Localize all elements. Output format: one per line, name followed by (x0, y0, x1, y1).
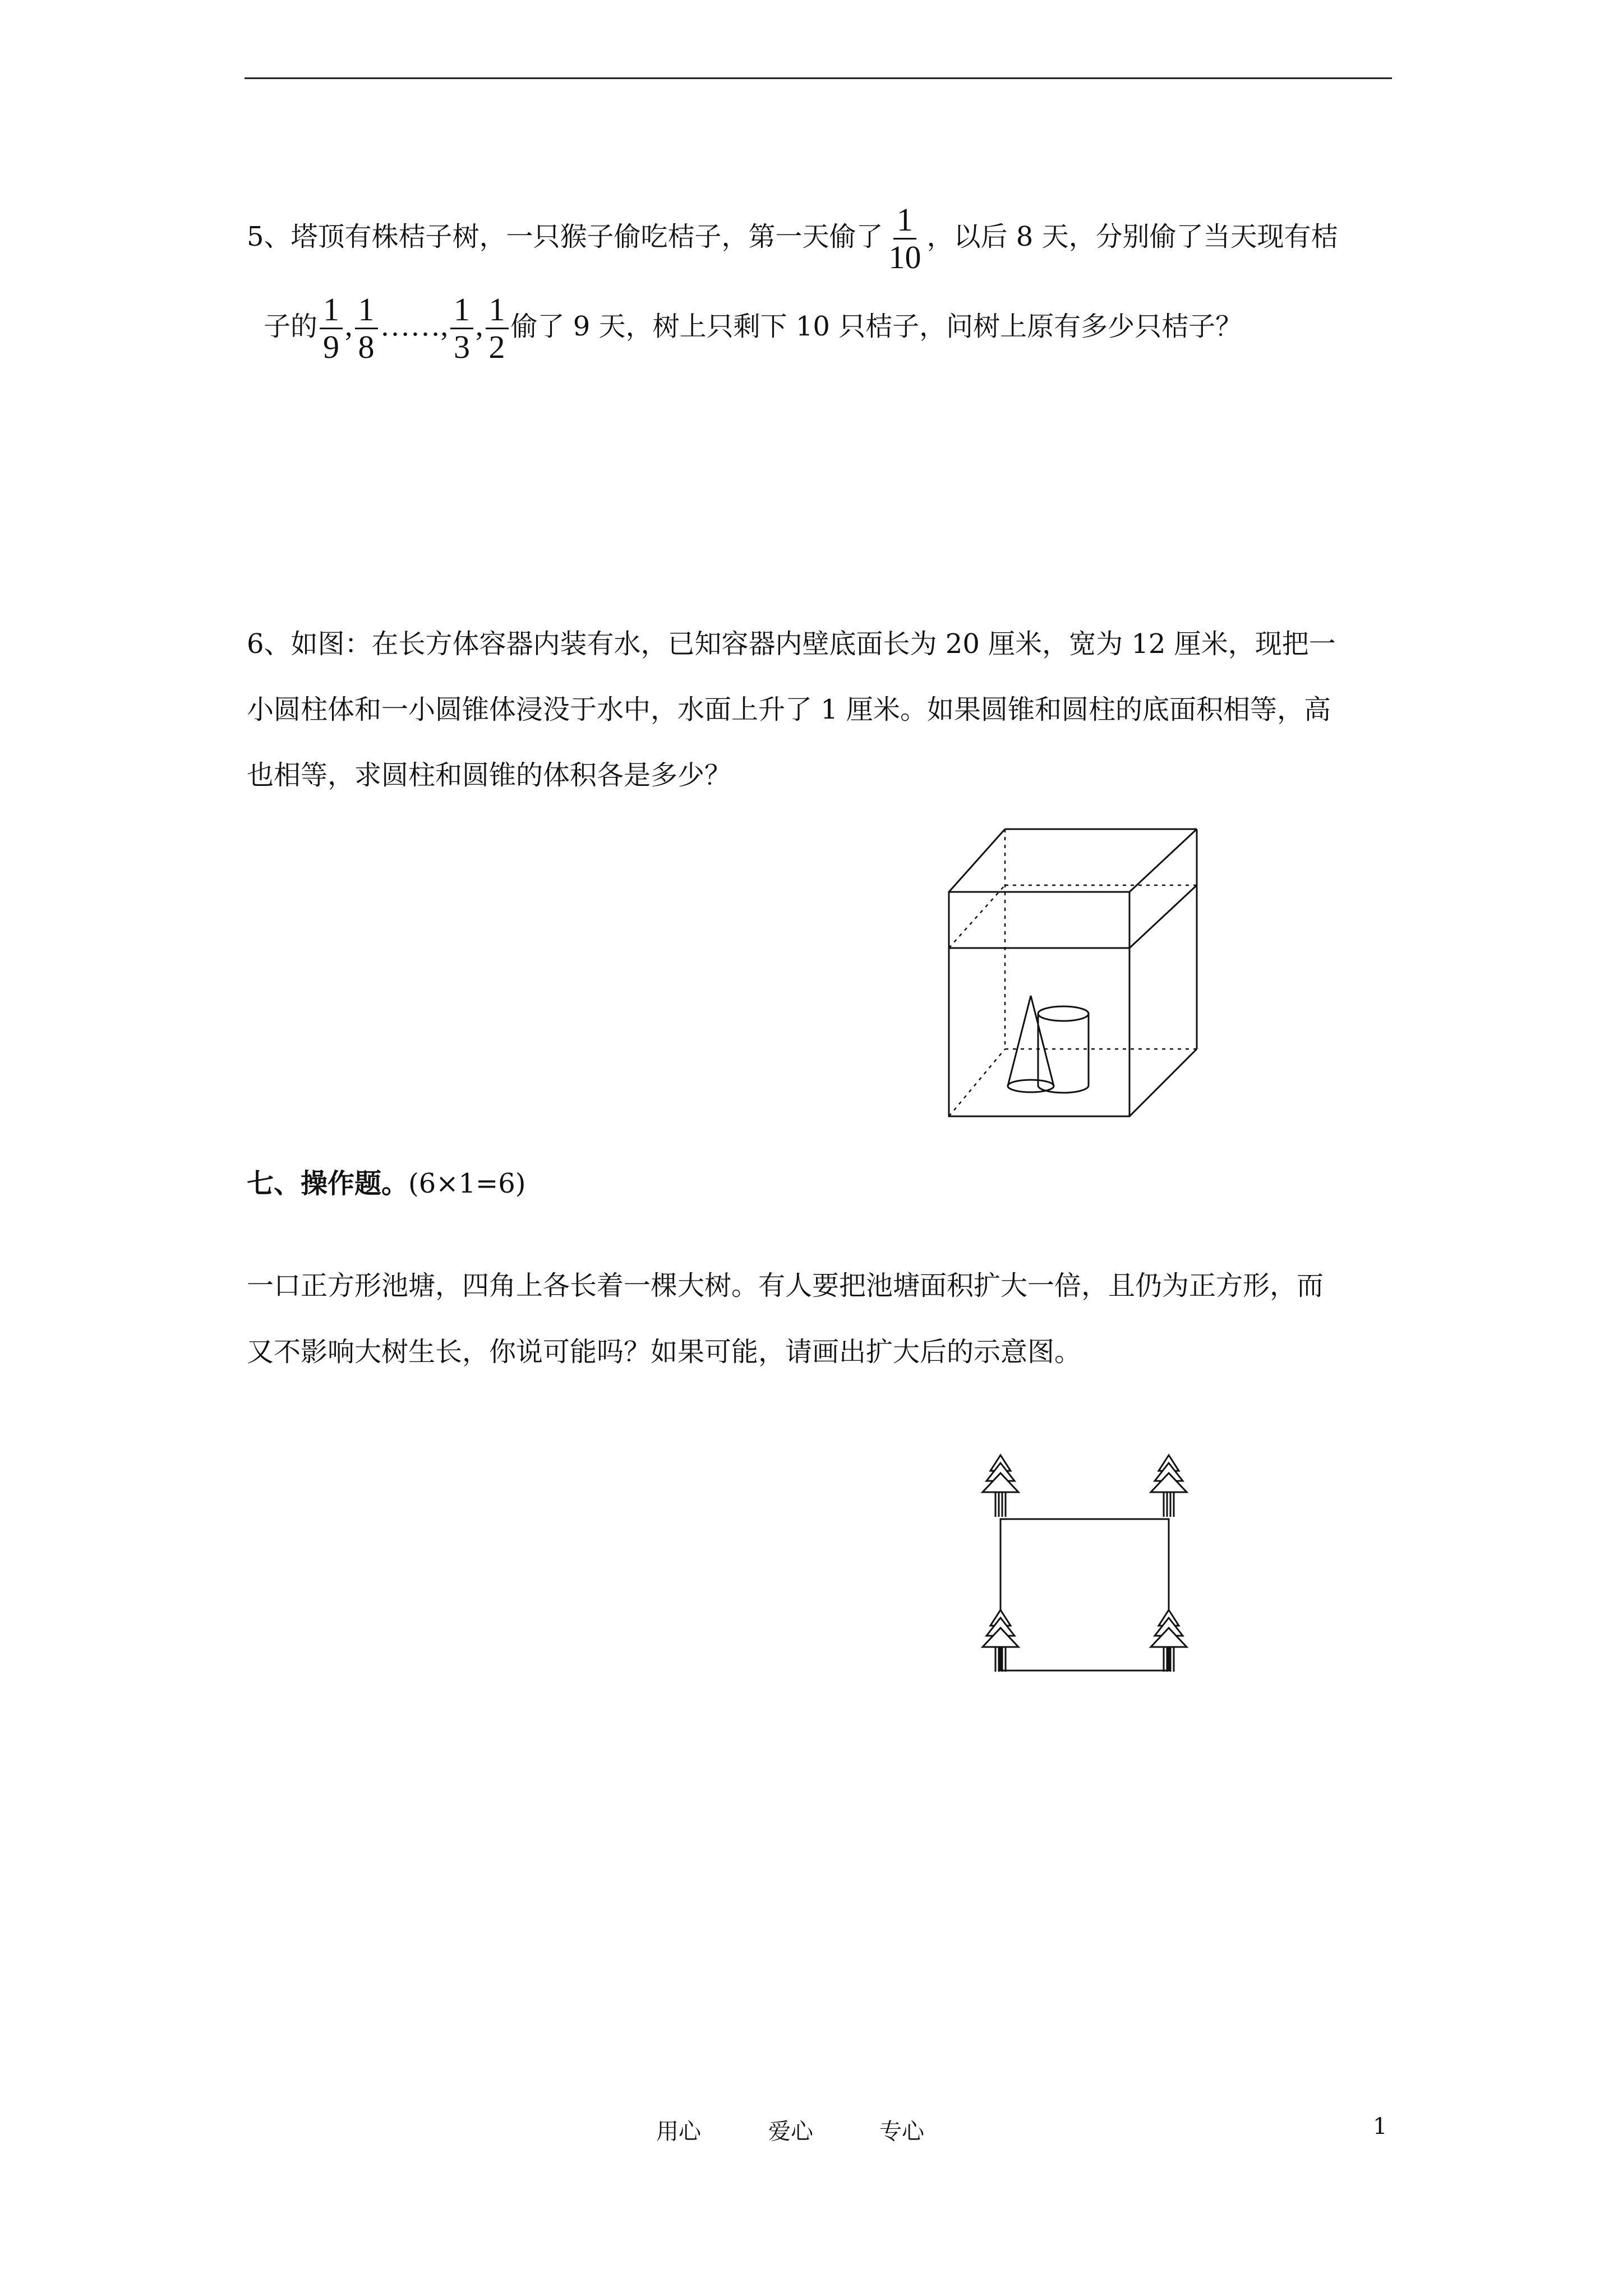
q5-text-d: 偷了 9 天，树上只剩下 10 只桔子，问树上原有多少只桔子？ (510, 311, 1243, 342)
fraction-one-half: $\frac{1}{2}$ (486, 292, 509, 365)
tree-icon-top-right (1151, 1455, 1187, 1517)
header-rule (245, 77, 1392, 79)
water-surface-right (1129, 885, 1197, 948)
s7-line-1: 一口正方形池塘，四角上各长着一棵大树。有人要把池塘面积扩大一倍，且仍为正方形，而 (247, 1270, 1324, 1301)
fraction-one-tenth: $\frac{1}{10}$ (888, 201, 921, 275)
water-hidden-left (949, 885, 1005, 948)
footer-motto-3: 专心 (879, 2119, 924, 2145)
box-hidden-edge-bottom-left (949, 1049, 1005, 1116)
box-edge-bottom-right (1129, 1049, 1197, 1116)
footer-motto-1: 用心 (656, 2119, 701, 2145)
comma: , (476, 309, 483, 342)
container-diagram (931, 813, 1223, 1128)
q6-line-2: 小圆柱体和一小圆锥体浸没于水中，水面上升了 1 厘米。如果圆锥和圆柱的底面积相等，高 (247, 694, 1331, 725)
pond-square (1000, 1519, 1169, 1671)
q5-line-1 (247, 202, 1338, 275)
comma: , (345, 309, 353, 342)
pond-diagram (976, 1436, 1200, 1694)
fraction-one-eighth: $\frac{1}{8}$ (355, 292, 378, 365)
q6-line-1: 6、如图：在长方体容器内装有水，已知容器内壁底面长为 20 厘米，宽为 12 厘米，现把一 (247, 628, 1336, 660)
box-front-face (949, 892, 1129, 1116)
box-edge-top-right (1129, 829, 1197, 892)
section-7-title: 七、操作题。 (247, 1168, 409, 1199)
fraction-one-ninth: $\frac{1}{9}$ (320, 292, 343, 365)
q5-text-c: 子的 (264, 311, 318, 342)
footer-motto-2: 爱心 (768, 2119, 813, 2145)
section-7-score: (6×1=6) (408, 1168, 526, 1199)
cone-shape (1008, 996, 1054, 1092)
q6-line-3: 也相等，求圆柱和圆锥的体积各是多少？ (247, 760, 732, 791)
tree-icon-top-left (983, 1455, 1018, 1517)
q5-text-a: 5、塔顶有株桔子树，一只猴子偷吃桔子，第一天偷了 (247, 221, 883, 252)
fraction-one-third: $\frac{1}{3}$ (450, 292, 473, 365)
page-number: 1 (1373, 2114, 1387, 2139)
section-7-heading (247, 1167, 526, 1200)
q5-text-b: ，以后 8 天，分别偷了当天现有桔 (926, 221, 1338, 252)
ellipsis: ……, (380, 309, 449, 342)
q5-line-2 (264, 292, 1242, 365)
box-edge-top-left (949, 829, 1005, 892)
s7-line-2: 又不影响大树生长，你说可能吗？如果可能，请画出扩大后的示意图。 (247, 1336, 1082, 1368)
